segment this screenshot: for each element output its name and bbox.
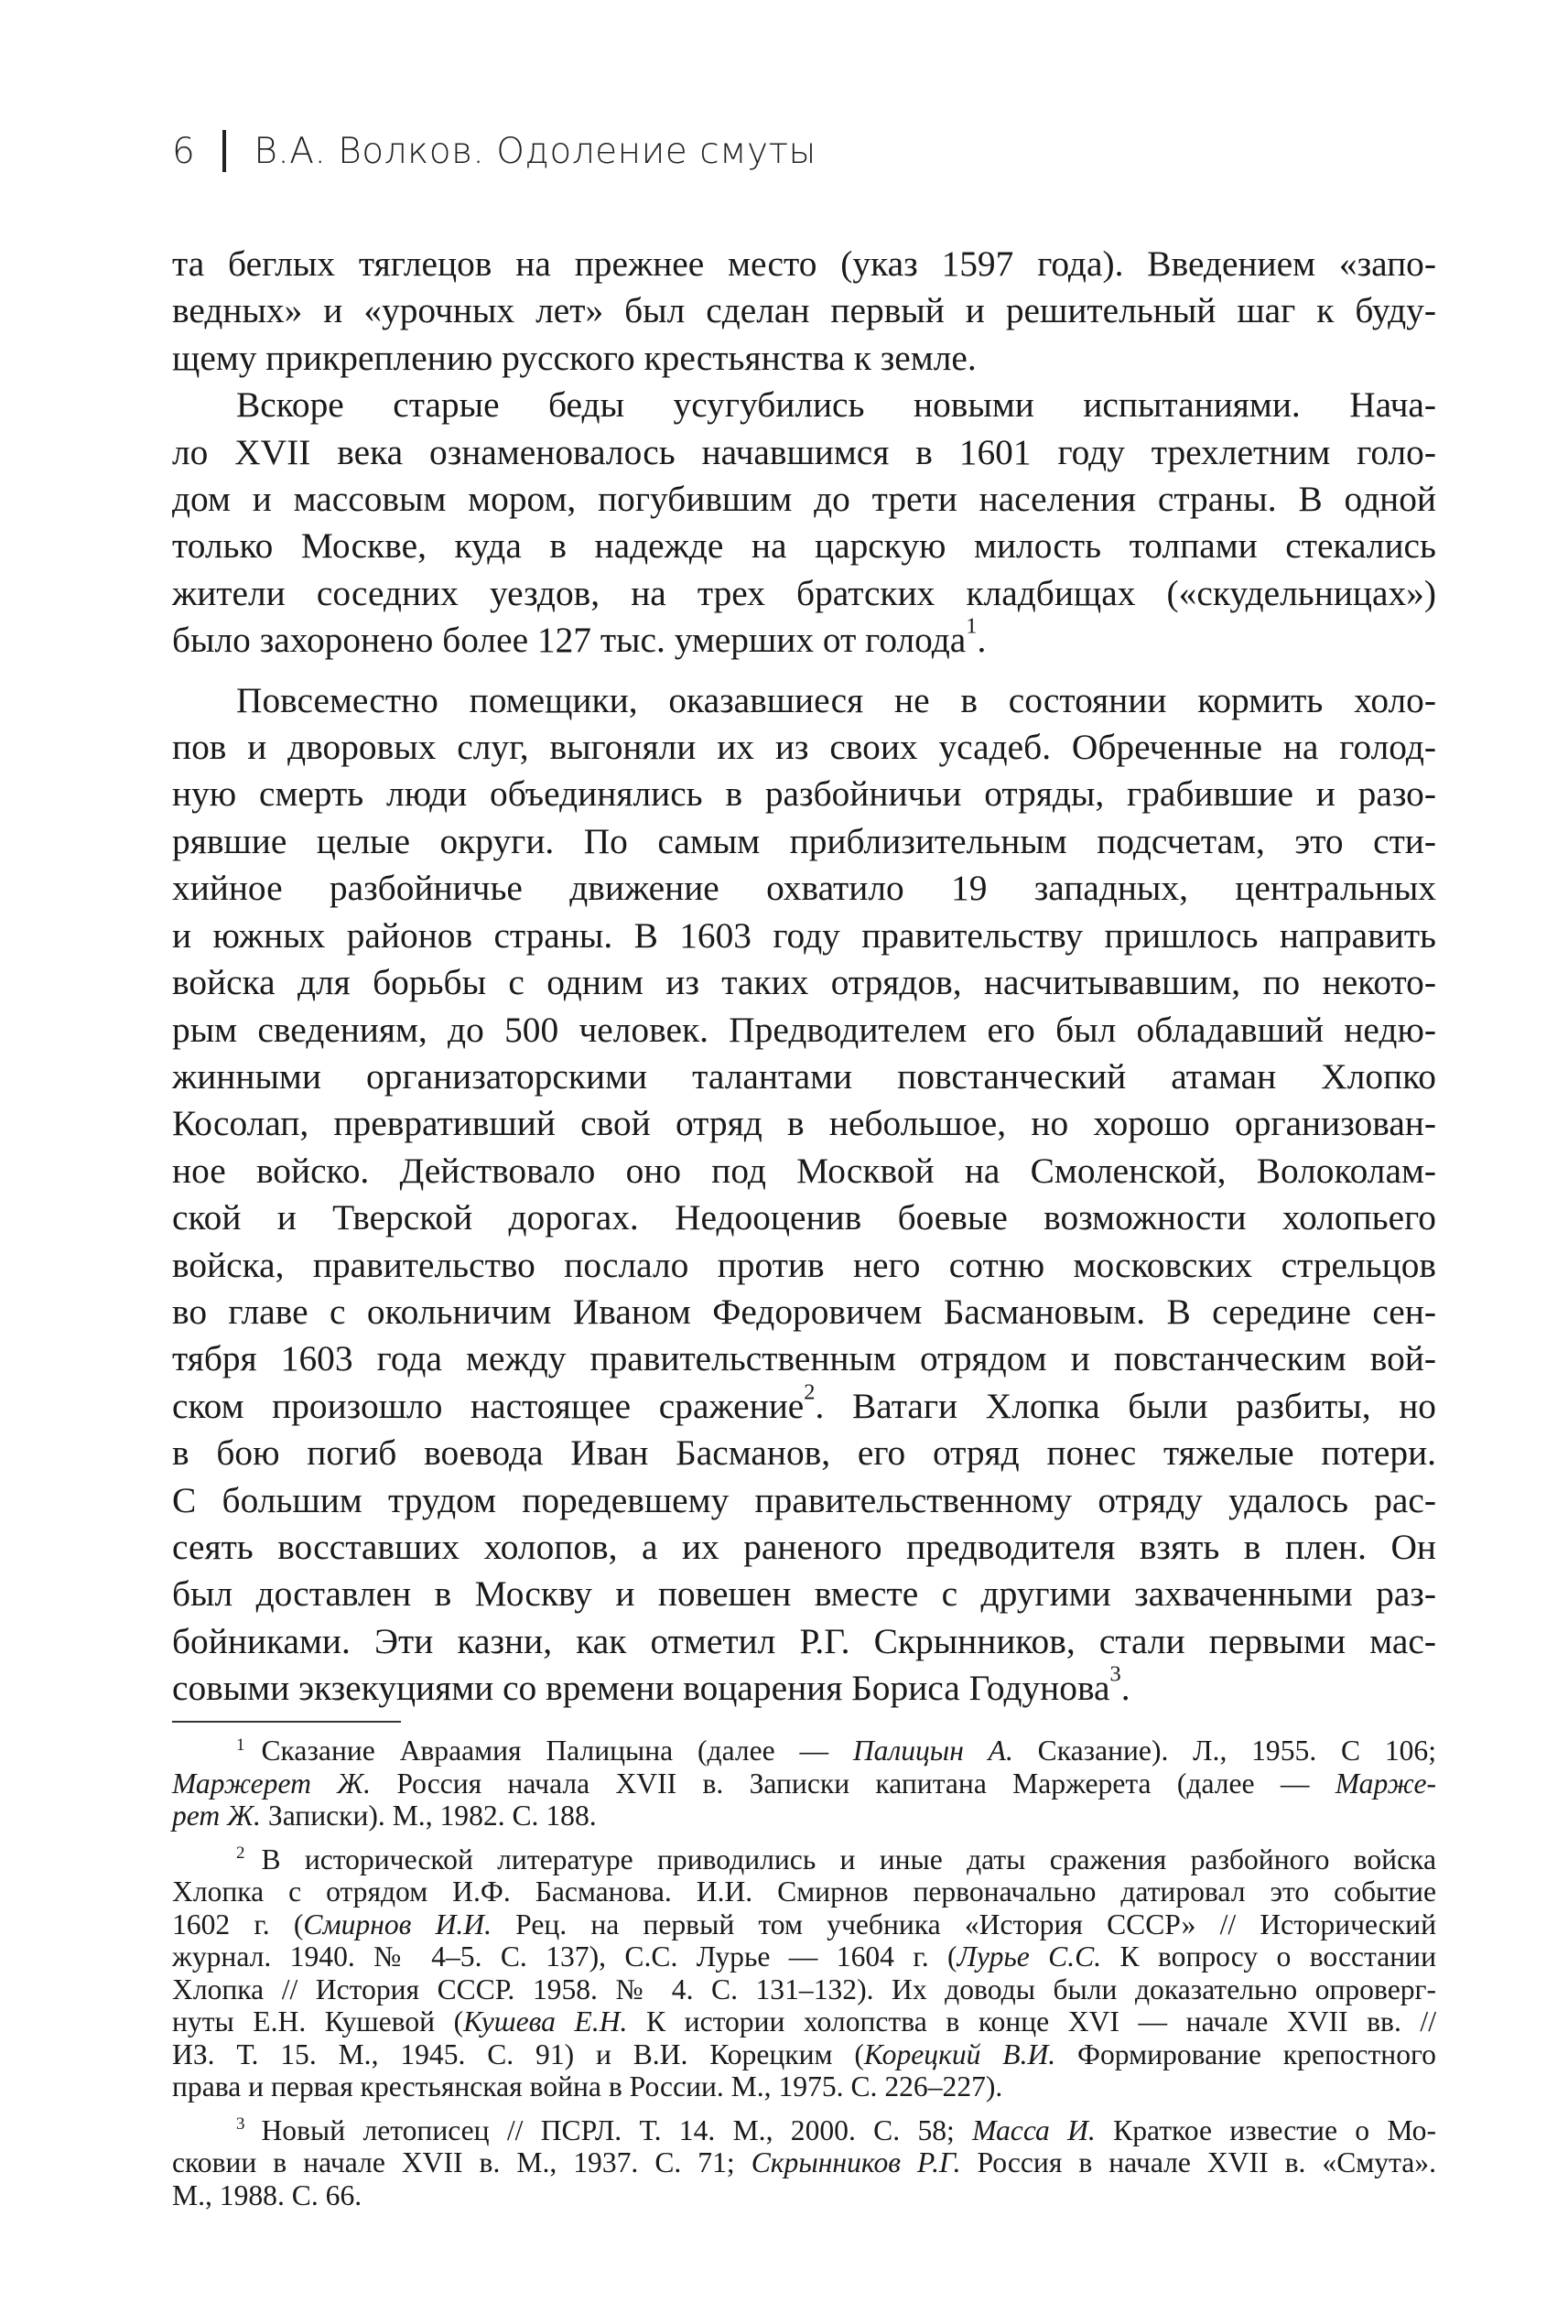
footnotes <box>172 1735 1436 2211</box>
footnote-ref-3[interactable]: 3 <box>1109 1661 1121 1687</box>
text-line: Косолап, превративший свой отряд в небольшое, но хорошо организован- <box>172 1103 1436 1144</box>
text-fragment: Краткое известие о Мо- <box>1095 2113 1436 2146</box>
author-name: Лурье С.С. <box>957 1940 1102 1973</box>
text-line: жинными организаторскими талантами повстанческий атаман Хлопко <box>172 1055 1436 1097</box>
text-fragment: совыми экзекуциями со времени воцарения Бориса Годунова <box>172 1668 1110 1709</box>
text-fragment: Рец. на первый том учебника «История СССР» // Исторический <box>492 1908 1436 1940</box>
text-fragment: Формирование крепостного <box>1055 2038 1436 2070</box>
paragraph <box>172 241 1436 382</box>
header-separator <box>222 130 226 172</box>
author-name: Маржерет Ж. <box>172 1767 372 1800</box>
footnote-line <box>172 1843 1436 1876</box>
text-fragment: Записки). М., 1982. С. 188. <box>260 1800 597 1832</box>
text-line <box>172 1661 1436 1712</box>
text-line: тября 1603 года между правительственным отрядом и повстанческим вой- <box>172 1338 1436 1379</box>
footnote-1 <box>172 1735 1436 1832</box>
text-fragment: . <box>1120 1668 1130 1709</box>
paragraph <box>172 382 1436 664</box>
text-line: во главе с окольничим Иваном Федоровичем Басмановым. В середине сен- <box>172 1291 1436 1332</box>
text-fragment: сковии в начале XVII в. М., 1937. С. 71; <box>172 2146 752 2178</box>
main-text <box>172 241 1436 1713</box>
text-line: та беглых тяглецов на прежнее место (указ 1597 года). Введением «запо- <box>172 243 1436 284</box>
text-line: бойниками. Эти казни, как отметил Р.Г. Скрынников, стали первыми мас- <box>172 1620 1436 1661</box>
footnote-ref-2[interactable]: 2 <box>804 1379 816 1404</box>
footnote-line: М., 1988. С. 66. <box>172 2178 362 2211</box>
text-line: войска, правительство послало против него сотню московских стрельцов <box>172 1244 1436 1285</box>
text-line: ное войско. Действовало оно под Москвой на Смоленской, Волоколам- <box>172 1150 1436 1191</box>
text-fragment: журнал. 1940. № 4–5. С. 137), С.С. Лурье — 1604 г. ( <box>172 1940 957 1973</box>
text-fragment: 1602 г. ( <box>172 1908 304 1940</box>
footnote-line: Хлопка // История СССР. 1958. № 4. С. 131–132). Их доводы были доказательно опроверг- <box>172 1973 1436 2005</box>
text-fragment: Сказание). Л., 1955. С 106; <box>1012 1735 1436 1767</box>
author-name: рет Ж. <box>172 1800 261 1832</box>
footnote-line: права и первая крестьянская война в России. М., 1975. С. 226–227). <box>172 2070 1003 2102</box>
text-line: в бою погиб воевода Иван Басманов, его отряд понес тяжелые потери. <box>172 1432 1436 1474</box>
running-header <box>172 130 816 172</box>
footnote-line <box>172 1908 1436 1941</box>
text-line: С большим трудом поредевшему правительственному отряду удалось рас- <box>172 1479 1436 1520</box>
footnote-line <box>172 2038 1436 2071</box>
text-fragment: В исторической литературе приводились и иные даты сражения разбойного войска <box>261 1843 1436 1875</box>
text-fragment: ском произошло настоящее сражение <box>172 1385 805 1426</box>
text-line: войска для борьбы с одним из таких отрядов, насчитывавшим, по некото- <box>172 962 1436 1003</box>
text-line: щему прикреплению русского крестьянства к земле. <box>172 337 977 378</box>
text-line: был доставлен в Москву и повешен вместе с другими захваченными раз- <box>172 1573 1436 1615</box>
text-line: Повсеместно помещики, оказавшиеся не в состоянии кормить холо- <box>236 679 1436 720</box>
footnote-spacer <box>172 1832 1436 1843</box>
text-line: ведных» и «урочных лет» был сделан первый и решительный шаг к буду- <box>172 290 1436 331</box>
footnote-line <box>172 2005 1436 2038</box>
author-name: Масса И. <box>972 2113 1096 2146</box>
author-name: Смирнов И.И. <box>303 1908 492 1940</box>
text-fragment: было захоронено более 127 тыс. умерших от голода <box>172 620 967 661</box>
footnote-line <box>172 1735 1436 1767</box>
text-fragment: Сказание Авраамия Палицына (далее — <box>261 1735 853 1767</box>
text-fragment: Новый летописец // ПСРЛ. Т. 14. М., 2000. С. 58; <box>261 2113 973 2146</box>
text-line: рым сведениям, до 500 человек. Предводителем его был обладавший недю- <box>172 1009 1436 1050</box>
footnote-rule <box>172 1721 401 1723</box>
footnote-mark: 3 <box>236 2114 245 2135</box>
footnote-2 <box>172 1843 1436 2103</box>
text-line <box>172 613 1436 664</box>
text-fragment: . Ватаги Хлопка были разбиты, но <box>815 1385 1436 1426</box>
text-fragment: К истории холопства в конце XVI — начале XVII вв. // <box>627 2005 1436 2038</box>
paragraph <box>172 677 1436 1713</box>
text-fragment: К вопросу о восстании <box>1101 1940 1436 1973</box>
footnote-mark: 1 <box>236 1735 245 1755</box>
text-line: пов и дворовых слуг, выгоняли их из своих усадеб. Обреченные на голод- <box>172 727 1436 768</box>
text-line: рявшие целые округи. По самым приблизительным подсчетам, это сти- <box>172 820 1436 861</box>
text-line <box>172 1379 1436 1430</box>
footnote-line: Хлопка с отрядом И.Ф. Басманова. И.И. Смирнов первоначально датировал это событие <box>172 1875 1436 1908</box>
text-fragment: . <box>977 620 987 661</box>
page-number: 6 <box>172 130 196 172</box>
author-name: Палицын А. <box>852 1735 1013 1767</box>
text-fragment: Россия начала XVII в. Записки капитана Маржерета (далее — <box>371 1767 1336 1800</box>
text-line: хийное разбойничье движение охватило 19 западных, центральных <box>172 868 1436 909</box>
text-fragment: нуты Е.Н. Кушевой ( <box>172 2005 464 2038</box>
text-line: ную смерть люди объединялись в разбойничьи отряды, грабившие и разо- <box>172 773 1436 815</box>
text-line: ской и Тверской дорогах. Недооценив боевые возможности холопьего <box>172 1197 1436 1238</box>
footnote-line <box>172 1940 1436 1973</box>
footnote-spacer <box>172 2103 1436 2114</box>
text-line: и южных районов страны. В 1603 году правительству пришлось направить <box>172 914 1436 956</box>
text-line: ло XVII века ознаменовалось начавшимся в 1601 году трехлетним голо- <box>172 431 1436 472</box>
footnote-line <box>172 2146 1436 2179</box>
running-title: В.А. Волков. Одоление смуты <box>254 130 816 172</box>
text-fragment: ИЗ. Т. 15. М., 1945. С. 91) и В.И. Корецким ( <box>172 2038 864 2070</box>
footnote-ref-1[interactable]: 1 <box>966 613 978 639</box>
text-line: жители соседних уездов, на трех братских кладбищах («скудельницах») <box>172 572 1436 613</box>
author-name: Кушева Е.Н. <box>463 2005 628 2038</box>
text-line: сеять восставших холопов, а их раненого предводителя взять в плен. Он <box>172 1526 1436 1567</box>
footnote-line <box>172 2114 1436 2147</box>
text-line: дом и массовым мором, погубившим до трети населения страны. В одной <box>172 479 1436 520</box>
author-name: Скрынников Р.Г. <box>751 2146 961 2178</box>
author-name: Корецкий В.И. <box>863 2038 1056 2070</box>
footnote-3 <box>172 2114 1436 2212</box>
footnote-line <box>172 1767 1436 1800</box>
footnote-line <box>172 1800 1436 1832</box>
text-line: Вскоре старые беды усугубились новыми испытаниями. Нача- <box>236 384 1436 426</box>
text-line: только Москве, куда в надежде на царскую милость толпами стекались <box>172 525 1436 567</box>
text-fragment: Россия в начале XVII в. «Смута». <box>960 2146 1436 2178</box>
author-name: Марже- <box>1335 1767 1436 1800</box>
footnote-mark: 2 <box>236 1843 245 1864</box>
